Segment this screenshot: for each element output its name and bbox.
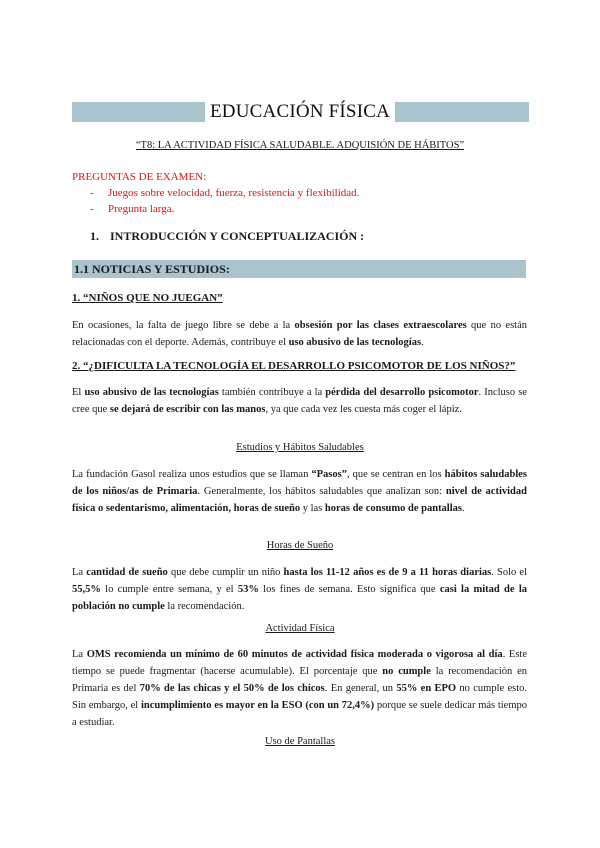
- section-heading: [90, 229, 364, 244]
- document-subtitle: “T8: LA ACTIVIDAD FÍSICA SALUDABLE. ADQUISIÓN DE HÁBITOS”: [135, 140, 465, 151]
- sleep-heading: Horas de Sueño: [266, 540, 334, 551]
- item2-paragraph: El uso abusivo de las tecnologías también contribuye a la pérdida del desarrollo psicomotor. Incluso se cree que se dejará de escribir con las manos, ya que cada vez les cuesta más coger el lápiz.: [72, 387, 527, 415]
- screens-heading: Uso de Pantallas: [265, 736, 335, 747]
- activity-paragraph: La OMS recomienda un mínimo de 60 minutos de actividad física moderada o vigorosa al día. Este tiempo se puede fragmentar (hacerse acumulable). El porcentaje que no cumple la recomendación en Primaria es del 70% de las chicas y el 50% de los chicos. En general, un 55% en EPO no cumple esto. Sin embargo, el incumplimiento es mayor en la ESO (con un 72,4%) porque se suele dedicar más tiempo a estudiar.: [72, 649, 528, 728]
- item1-paragraph: En ocasiones, la falta de juego libre se debe a la obsesión por las clases extraescolares que no están relacionadas con el deporte. Además, contribuye el uso abusivo de las tecnologías.: [72, 320, 527, 348]
- document-title: EDUCACIÓN FÍSICA: [205, 100, 395, 124]
- item1-heading: 1. “NIÑOS QUE NO JUEGAN”: [72, 292, 223, 304]
- activity-heading: Actividad Física: [265, 623, 335, 634]
- exam-questions: [72, 169, 359, 217]
- section-title: INTRODUCCIÓN Y CONCEPTUALIZACIÓN :: [110, 229, 365, 243]
- list-item: - Juegos sobre velocidad, fuerza, resistencia y flexibilidad.: [72, 185, 359, 201]
- exam-heading: PREGUNTAS DE EXAMEN:: [72, 171, 207, 183]
- list-item: - Pregunta larga.: [72, 201, 359, 217]
- sleep-paragraph: La cantidad de sueño que debe cumplir un niño hasta los 11-12 años es de 9 a 11 horas diarias. Solo el 55,5% lo cumple entre semana, y el 53% los fines de semana. Esto significa que casi la mitad de la población no cumple la recomendación.: [72, 567, 528, 612]
- subsection-heading: 1.1 NOTICIAS Y ESTUDIOS:: [72, 260, 526, 278]
- section-number: 1.: [90, 229, 99, 243]
- studies-paragraph: La fundación Gasol realiza unos estudios que se llaman “Pasos”, que se centran en los hábitos saludables de los niños/as de Primaria. Generalmente, los hábitos saludables que analizan son: nivel de actividad física o sedentarismo, alimentación, horas de sueño y las horas de consumo de pantallas.: [72, 469, 527, 514]
- studies-heading: Estudios y Hábitos Saludables: [236, 442, 364, 453]
- exam-list: [72, 185, 359, 217]
- item2-heading: 2. “¿DIFICULTA LA TECNOLOGÍA EL DESARROLLO PSICOMOTOR DE LOS NIÑOS?”: [72, 360, 516, 372]
